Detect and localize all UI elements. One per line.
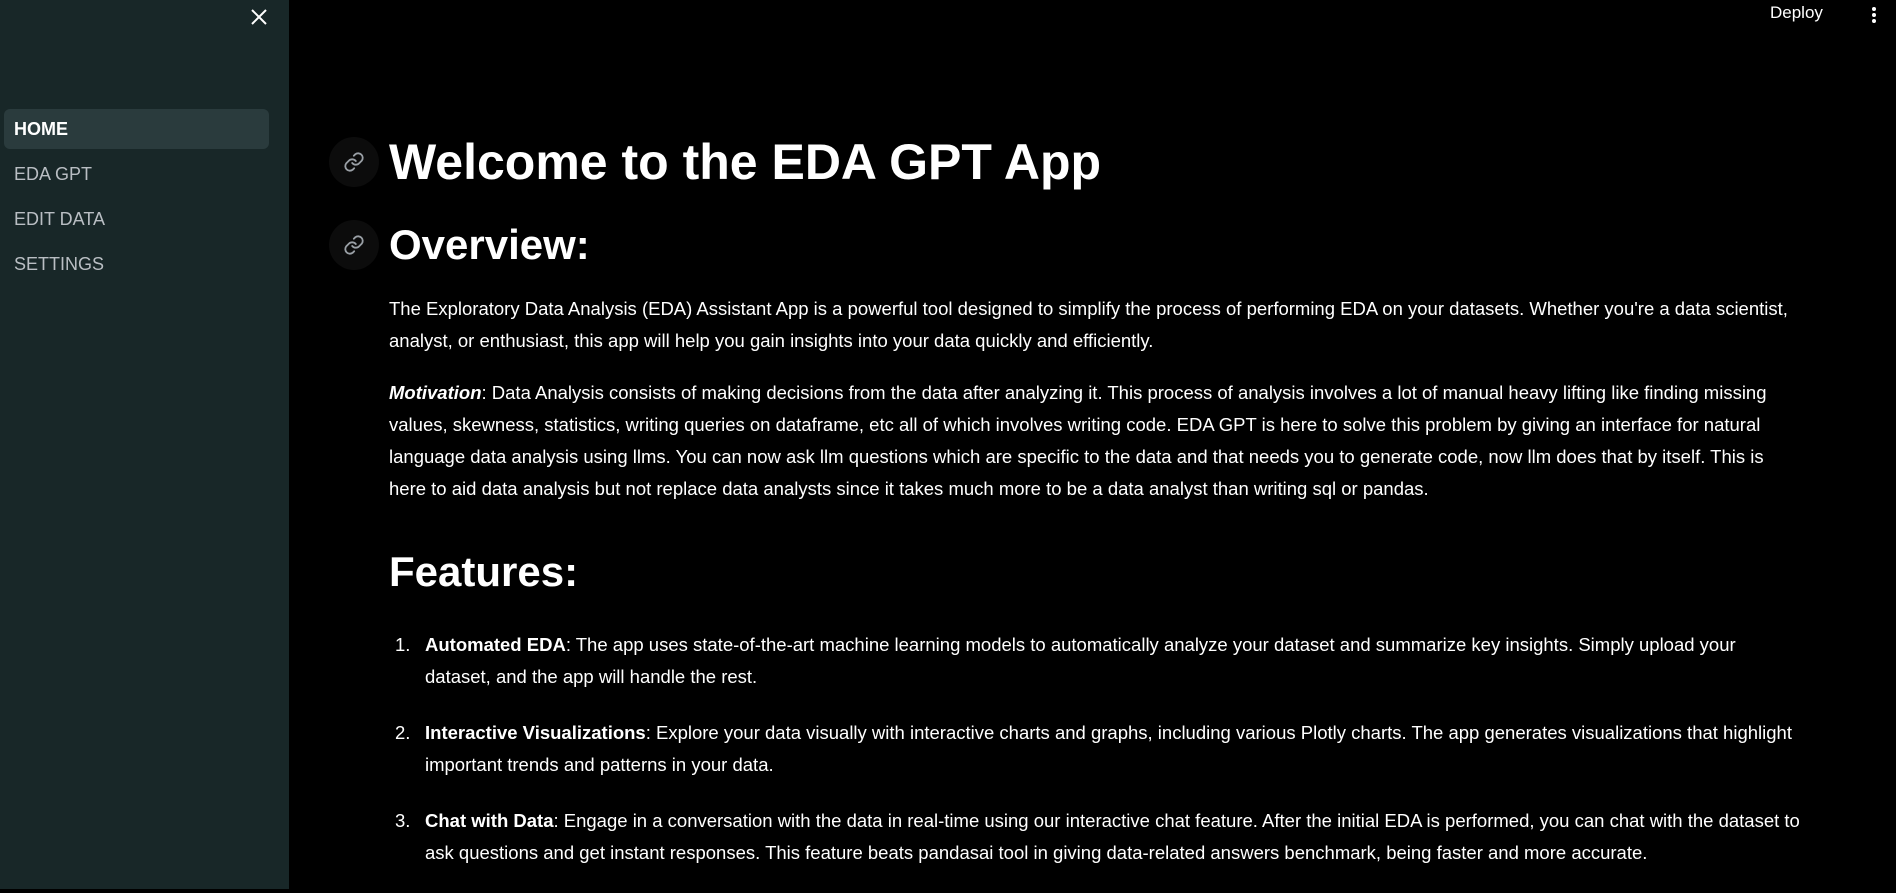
title-anchor-link[interactable] [329, 137, 379, 187]
page-title: Welcome to the EDA GPT App [389, 134, 1102, 190]
motivation-paragraph [389, 377, 1801, 505]
list-item [389, 717, 1801, 781]
overview-heading: Overview: [389, 221, 590, 268]
main-content [389, 120, 1801, 893]
features-heading: Features: [389, 548, 579, 595]
feature-text: : Explore your data visually with interactive charts and graphs, including various Plotly charts. The app generates visualizations that highlight important trends and patterns in your data. [425, 722, 1792, 775]
feature-text: : Engage in a conversation with the data in real-time using our interactive chat feature. After the initial EDA is performed, you can chat with the dataset to ask questions and get instant responses. This feature beats pandasai tool in giving data-related answers benchmark, being faster and more accurate. [425, 810, 1800, 863]
main-menu-button[interactable] [1864, 2, 1884, 28]
sidebar-nav [4, 109, 269, 289]
overview-anchor-link[interactable] [329, 220, 379, 270]
more-vertical-icon [1871, 6, 1877, 24]
sidebar-item-edit-data[interactable] [4, 199, 269, 239]
motivation-text: : Data Analysis consists of making decisions from the data after analyzing it. This process of analysis involves a lot of manual heavy lifting like finding missing values, skewness, statistics, writing queries on dataframe, etc all of which involves writing code. EDA GPT is here to solve this problem by giving an interface for natural language data analysis using llms. You can now ask llm questions which are specific to the data and that needs you to generate code, now llm does that by itself. This is here to aid data analysis but not replace data analysts since it takes much more to be a data analyst than writing sql or pandas. [389, 382, 1767, 499]
link-icon [343, 234, 365, 256]
feature-text: : The app uses state-of-the-art machine learning models to automatically analyze your dataset and summarize key insights. Simply upload your dataset, and the app will handle the rest. [425, 634, 1736, 687]
sidebar-item-label: EDIT DATA [14, 208, 106, 229]
overview-paragraph: The Exploratory Data Analysis (EDA) Assistant App is a powerful tool designed to simplify the process of performing EDA on your datasets. Whether you're a data scientist, analyst, or enthusiast, this app will help you gain insights into your data quickly and efficiently. [389, 298, 1788, 351]
sidebar-item-label: SETTINGS [14, 253, 105, 274]
features-list [389, 629, 1801, 869]
list-item-number: 2. [395, 722, 411, 743]
motivation-label: Motivation [389, 382, 482, 403]
sidebar-item-label: EDA GPT [14, 163, 93, 184]
list-item-number: 1. [395, 634, 411, 655]
sidebar [0, 0, 289, 889]
sidebar-item-label: HOME [14, 118, 68, 139]
sidebar-item-home[interactable] [4, 109, 269, 149]
feature-title: Interactive Visualizations [425, 722, 646, 743]
sidebar-item-settings[interactable] [4, 244, 269, 284]
close-icon [250, 8, 268, 26]
link-icon [343, 151, 365, 173]
deploy-button[interactable]: Deploy [1770, 3, 1823, 22]
close-sidebar-button[interactable] [246, 4, 272, 30]
title-row [389, 120, 1801, 204]
feature-title: Chat with Data [425, 810, 554, 831]
list-item [389, 629, 1801, 693]
feature-title: Automated EDA [425, 634, 566, 655]
list-item-number: 3. [395, 810, 411, 831]
overview-heading-row [389, 218, 1801, 272]
sidebar-item-eda-gpt[interactable] [4, 154, 269, 194]
list-item [389, 805, 1801, 869]
